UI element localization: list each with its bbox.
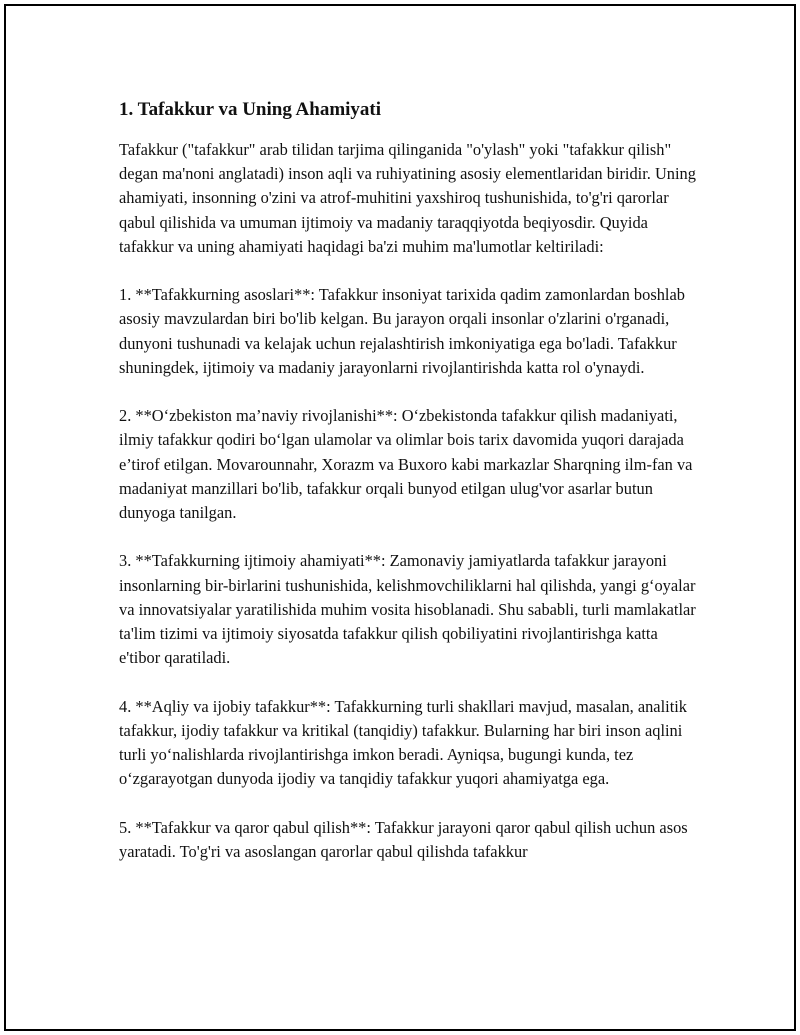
intro-paragraph: Tafakkur ("tafakkur" arab tilidan tarjima qilinganida "o'ylash" yoki "tafakkur qilish" degan ma'noni anglatadi) inson aqli va ruhiyatining asosiy elementlaridan biridir. Uning ahamiyati, insonning o'zini va atrof-muhitini yaxshiroq tushunishida, to'g'ri qarorlar qabul qilishida va umuman ijtimoiy va madaniy taraqqiyotda beqiyosdir. Quyida tafakkur va uning ahamiyati haqidagi ba'zi muhim ma'lumotlar keltiriladi:: [119, 140, 696, 256]
paragraph-2: 2. **O‘zbekiston ma’naviy rivojlanishi**: O‘zbekistonda tafakkur qilish madaniyati, ilmiy tafakkur qodiri bo‘lgan ulamolar va olimlar bois tarix davomida yuqori darajada e’tirof etilgan. Movarounnahr, Xorazm va Buxoro kabi markazlar Sharqning ilm-fan va madaniyat manzillari bo'lib, tafakkur orqali bunyod etilgan ulug'vor asarlar butun dunyoga tanilgan.: [119, 406, 693, 523]
paragraph-3: 3. **Tafakkurning ijtimoiy ahamiyati**: Zamonaviy jamiyatlarda tafakkur jarayoni insonlarning bir-birlarini tushunishida, kelishmovchiliklarni hal qilishda, yangi g‘oyalar va innovatsiyalar yaratilishida muhim vosita hisoblanadi. Shu sababli, turli mamlakatlar ta'lim tizimi va ijtimoiy siyosatda tafakkur qilish qobiliyatini rivojlantirishga katta e'tibor qaratiladi.: [119, 551, 696, 668]
section-title: 1. Tafakkur va Uning Ahamiyati: [119, 99, 382, 120]
paragraph-1: 1. **Tafakkurning asoslari**: Tafakkur insoniyat tarixida qadim zamonlardan boshlab asosiy mavzulardan biri bo'lib kelgan. Bu jarayon orqali insonlar o'zlarini o'rganadi, dunyoni tushunadi va kelajak uchun rejalashtirish imkoniyatiga ega bo'ladi. Tafakkur shuningdek, ijtimoiy va madaniy jarayonlarni rivojlantirishda katta rol o'ynaydi.: [119, 285, 685, 377]
paragraph-4: 4. **Aqliy va ijobiy tafakkur**: Tafakkurning turli shakllari mavjud, masalan, analitik tafakkur, ijodiy tafakkur va kritikal (tanqidiy) tafakkur. Bularning har biri inson aqlini turli yo‘nalishlarda rivojlantirishga imkon beradi. Ayniqsa, bugungi kunda, tez o‘zgarayotgan dunyoda ijodiy va tanqidiy tafakkur yuqori ahamiyatga ega.: [119, 696, 687, 789]
document-page: [4, 4, 796, 1031]
document-body: [119, 96, 699, 888]
paragraph-5: 5. **Tafakkur va qaror qabul qilish**: Tafakkur jarayoni qaror qabul qilish uchun asos yaratadi. To'g'ri va asoslangan qarorlar qabul qilishda tafakkur: [119, 817, 688, 861]
